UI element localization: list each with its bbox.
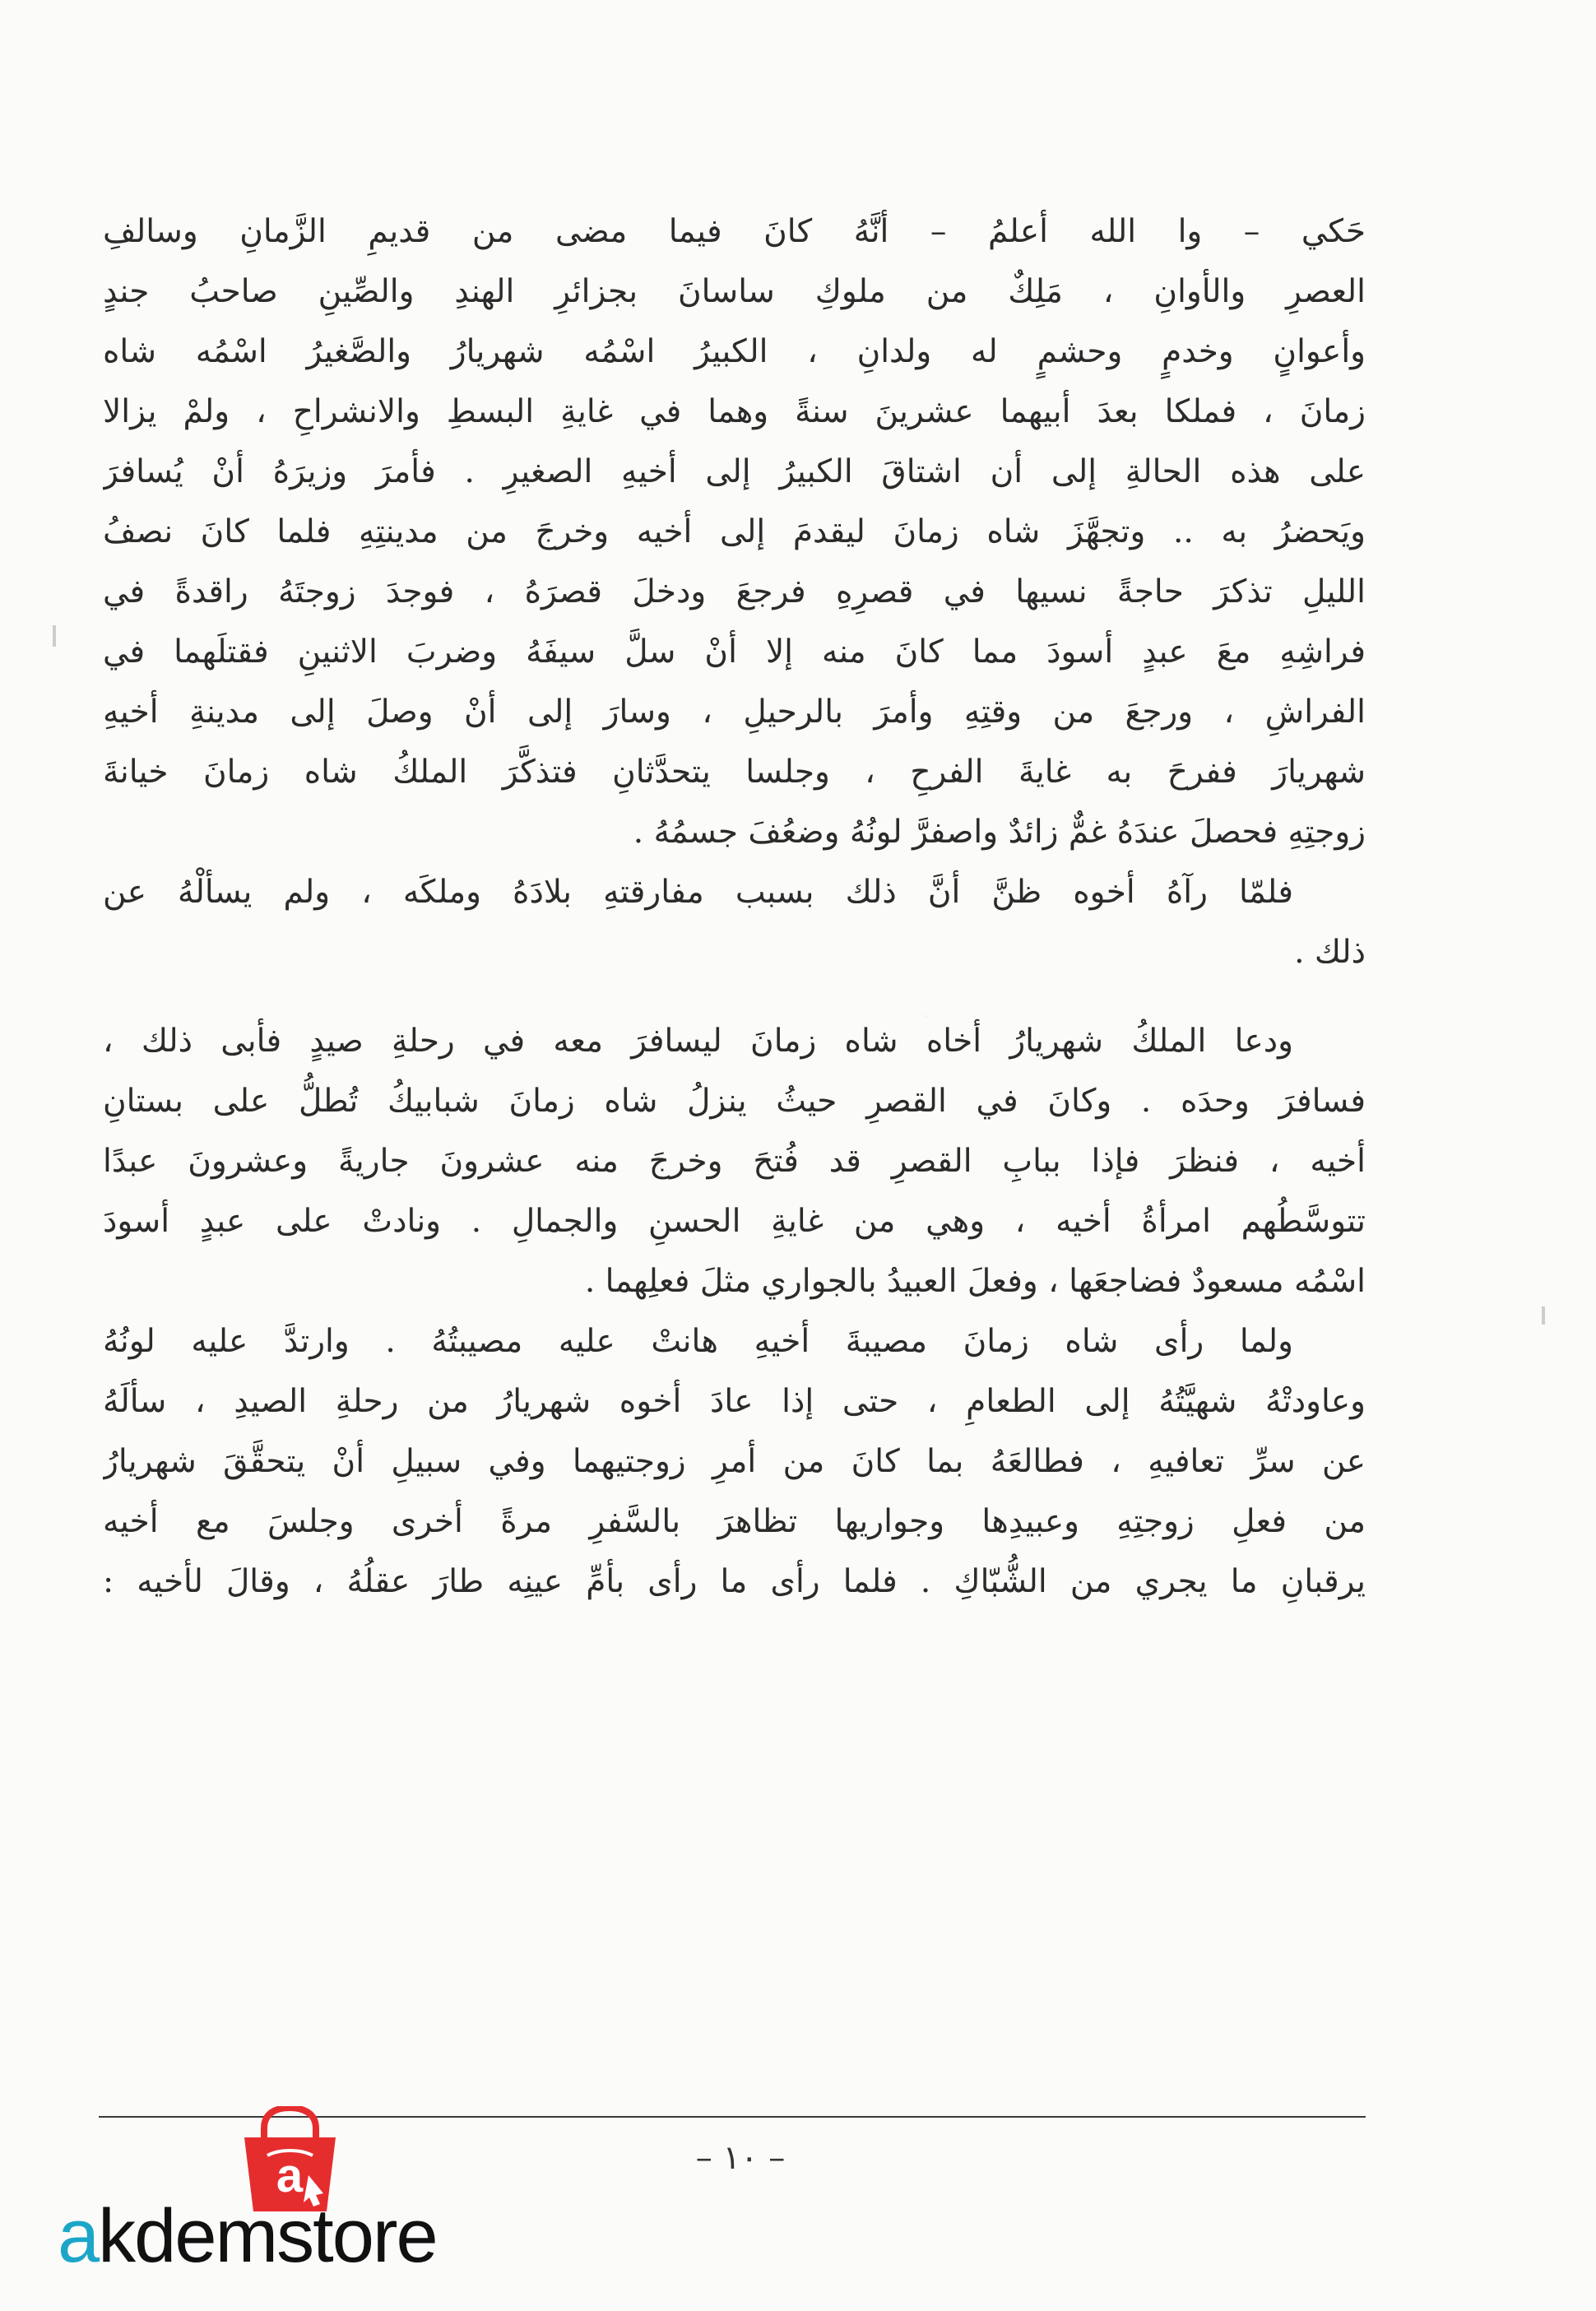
text-line: الفراشِ ، ورجعَ من وقتِهِ وأمرَ بالرحيلِ ، وسارَ إلى أنْ وصلَ إلى مدينةِ أخيهِ [103, 694, 1366, 731]
text-line: تتوسَّطُهم امرأةُ أخيه ، وهي من غايةِ الحسنِ والجمالِ . ونادتْ على عبدٍ أسودَ [103, 1203, 1366, 1240]
text-line: يرقبانِ ما يجري من الشُّبّاكِ . فلما رأى ما رأى بأمِّ عينِه طارَ عقلُهُ ، وقالَ لأخيه : [103, 1563, 1366, 1600]
text-line: فراشِهِ معَ عبدٍ أسودَ مما كانَ منه إلا أنْ سلَّ سيفَهُ وضربَ الاثنينِ فقتلَهما في [103, 633, 1366, 671]
body-text [103, 202, 1366, 1612]
page-number: – ١٠ – [695, 2139, 786, 2177]
scan-speck [1542, 1306, 1545, 1325]
paragraph-gap [103, 982, 1366, 1011]
svg-text:a: a [276, 2149, 304, 2202]
text-line: ذلك . [1294, 934, 1366, 971]
text-line: وأعوانٍ وخدمٍ وحشمٍ له ولدانِ ، الكبيرُ اسْمُه شهريارُ والصَّغيرُ اسْمُه شاه [103, 333, 1366, 370]
brand-prefix: a [58, 2194, 99, 2278]
brand-name [58, 2195, 437, 2277]
text-line: على هذه الحالةِ إلى أن اشتاقَ الكبيرُ إلى أخيهِ الصغيرِ . فأمرَ وزيرَهُ أنْ يُسافرَ [103, 453, 1366, 490]
akdemstore-watermark [58, 2106, 485, 2287]
brand-suffix: kdemstore [98, 2194, 437, 2278]
text-line: ويَحضرُ به .. وتجهَّزَ شاه زمانَ ليقدمَ إلى أخيه وخرجَ من مدينتِهِ فلما كانَ نصفُ [103, 513, 1366, 550]
text-line: ولما رأى شاه زمانَ مصيبةَ أخيهِ هانتْ عليه مصيبتُهُ . وارتدَّ عليه لونُهُ [103, 1323, 1293, 1360]
text-line: ودعا الملكُ شهريارُ أخاه شاه زمانَ ليسافرَ معه في رحلةِ صيدٍ فأبى ذلك ، [103, 1023, 1293, 1060]
text-line: فسافرَ وحدَه . وكانَ في القصرِ حيثُ ينزلُ شاه زمانَ شبابيكُ تُطلُّ على بستانِ [103, 1083, 1366, 1120]
text-line: العصرِ والأوانِ ، مَلِكٌ من ملوكِ ساسانَ بجزائرِ الهندِ والصِّينِ صاحبُ جندٍ [103, 273, 1366, 310]
text-line: وعاودتْهُ شهيَّتُهُ إلى الطعامِ ، حتى إذا عادَ أخوه شهريارُ من رحلةِ الصيدِ ، سألَهُ [103, 1383, 1366, 1420]
text-line: أخيه ، فنظرَ فإذا ببابِ القصرِ قد فُتحَ وخرجَ منه عشرونَ جاريةً وعشرونَ عبدًا [103, 1143, 1366, 1180]
text-line: عن سرِّ تعافيهِ ، فطالعَهُ بما كانَ من أمرِ زوجتيهما وفي سبيلِ أنْ يتحقَّقَ شهريارُ [103, 1443, 1366, 1480]
text-line: شهريارَ ففرحَ به غايةَ الفرحِ ، وجلسا يتحدَّثانِ فتذكَّرَ الملكُ شاه زمانَ خيانةَ [103, 754, 1366, 791]
text-line: من فعلِ زوجتِهِ وعبيدِها وجواريها تظاهرَ بالسَّفرِ مرةً أخرى وجلسَ مع أخيه [103, 1503, 1366, 1540]
text-line: فلمّا رآهُ أخوه ظنَّ أنَّ ذلك بسبب مفارقتهِ بلادَهُ وملكَه ، ولم يسألْهُ عن [103, 874, 1293, 911]
scan-speck [53, 625, 56, 647]
text-line: زمانَ ، فملكا بعدَ أبيهما عشرينَ سنةً وهما في غايةِ البسطِ والانشراحِ ، ولمْ يزالا [103, 393, 1366, 430]
text-line: حَكي – وا الله أعلمُ – أنَّهُ كانَ فيما مضى من قديمِ الزَّمانِ وسالفِ [103, 213, 1366, 250]
text-line: الليلِ تذكرَ حاجةً نسيها في قصرِهِ فرجعَ ودخلَ قصرَهُ ، فوجدَ زوجتَهُ راقدةً في [103, 573, 1366, 610]
text-line: زوجتِهِ فحصلَ عندَهُ غمٌّ زائدٌ واصفرَّ لونُهُ وضعُفَ جسمُهُ . [633, 814, 1366, 851]
text-line: اسْمُه مسعودٌ فضاجعَها ، وفعلَ العبيدُ بالجواري مثلَ فعلِهما . [584, 1263, 1366, 1300]
